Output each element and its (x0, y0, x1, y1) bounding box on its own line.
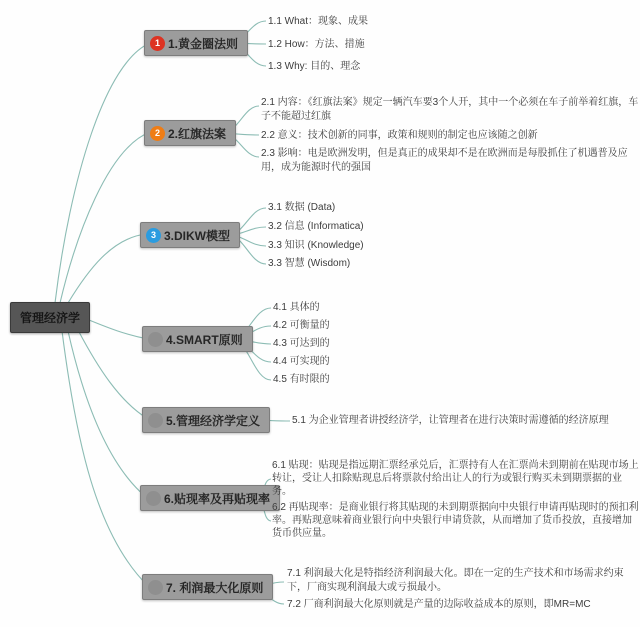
branch-label: 6.贴现率及再贴现率 (164, 491, 271, 506)
leaf-item[interactable]: 4.5 有时限的 (273, 374, 330, 385)
leaf-item[interactable]: 6.2 再贴现率：是商业银行将其贴现的未到期票据向中央银行申请再贴现时的预扣利率。再贴现意味着商业银行向中央银行申请贷款，从而增加了货币投放，直接增加货币供应量。 (272, 502, 639, 539)
branch-5-badge-icon (148, 413, 163, 428)
leaf-item[interactable]: 4.4 可实现的 (273, 356, 330, 367)
branch-1-badge-icon: 1 (150, 36, 165, 51)
leaf-item[interactable]: 6.1 贴现：贴现是指远期汇票经承兑后，汇票持有人在汇票尚未到期前在贴现市场上转让，受让人扣除贴现息后将票款付给出让人的行为或银行购买未到期票据的业务。 (272, 460, 639, 497)
branch-node-red-flag-act[interactable] (144, 120, 236, 146)
leaf-item[interactable]: 2.2 意义：技术创新的同事，政策和规则的制定也应该随之创新 (261, 130, 538, 141)
branch-node-smart-principle[interactable] (142, 326, 253, 352)
leaf-item[interactable]: 4.3 可达到的 (273, 338, 330, 349)
leaf-item[interactable]: 7.2 厂商利润最大化原则就是产量的边际收益成本的原则，即MR=MC (287, 599, 591, 610)
root-node[interactable]: 管理经济学 (10, 302, 90, 333)
leaf-item[interactable]: 2.1 内容：《红旗法案》规定一辆汽车要3个人开，其中一个必须在车子前举着红旗，车子不能超过红旗 (261, 97, 639, 122)
leaf-item[interactable]: 3.3 知识 (Knowledge) (268, 240, 364, 251)
branch-label: 5.管理经济学定义 (166, 413, 261, 428)
leaf-item[interactable]: 2.3 影响：电是欧洲发明，但是真正的成果却不是在欧洲而是每股抓住了机遇普及应用，成为能源时代的强国 (261, 148, 628, 173)
leaf-item[interactable]: 7.1 利润最大化是特指经济利润最大化。即在一定的生产技术和市场需求约束下，厂商实现利润最大或亏损最小。 (287, 568, 624, 593)
leaf-item[interactable]: 3.2 信息 (Informatica) (268, 221, 364, 232)
branch-label: 3.DIKW模型 (164, 228, 231, 243)
branch-7-badge-icon (148, 580, 163, 595)
leaf-item[interactable]: 1.1 What：现象、成果 (268, 16, 369, 27)
branch-label: 4.SMART原则 (166, 332, 243, 347)
leaf-item[interactable]: 4.1 具体的 (273, 302, 320, 313)
branch-label: 7. 利润最大化原则 (166, 580, 264, 595)
branch-3-badge-icon: 3 (146, 228, 161, 243)
branch-node-profit-maximization[interactable] (142, 574, 273, 600)
branch-2-badge-icon: 2 (150, 126, 165, 141)
leaf-item[interactable]: 4.2 可衡量的 (273, 320, 330, 331)
leaf-item[interactable]: 5.1 为企业管理者讲授经济学，让管理者在进行决策时需遵循的经济原理 (292, 415, 609, 426)
branch-node-dikw-model[interactable] (140, 222, 240, 248)
branch-label: 1.黄金圈法则 (168, 36, 239, 51)
branch-label: 2.红旗法案 (168, 126, 227, 141)
branch-node-discount-rate[interactable] (140, 485, 280, 511)
branch-node-definition[interactable] (142, 407, 270, 433)
branch-6-badge-icon (146, 491, 161, 506)
leaf-item[interactable]: 1.3 Why: 目的、理念 (268, 61, 361, 72)
branch-node-golden-circle[interactable] (144, 30, 248, 56)
leaf-item[interactable]: 1.2 How：方法、措施 (268, 39, 365, 50)
leaf-item[interactable]: 3.3 智慧 (Wisdom) (268, 258, 351, 269)
branch-4-badge-icon (148, 332, 163, 347)
leaf-item[interactable]: 3.1 数据 (Data) (268, 202, 336, 213)
